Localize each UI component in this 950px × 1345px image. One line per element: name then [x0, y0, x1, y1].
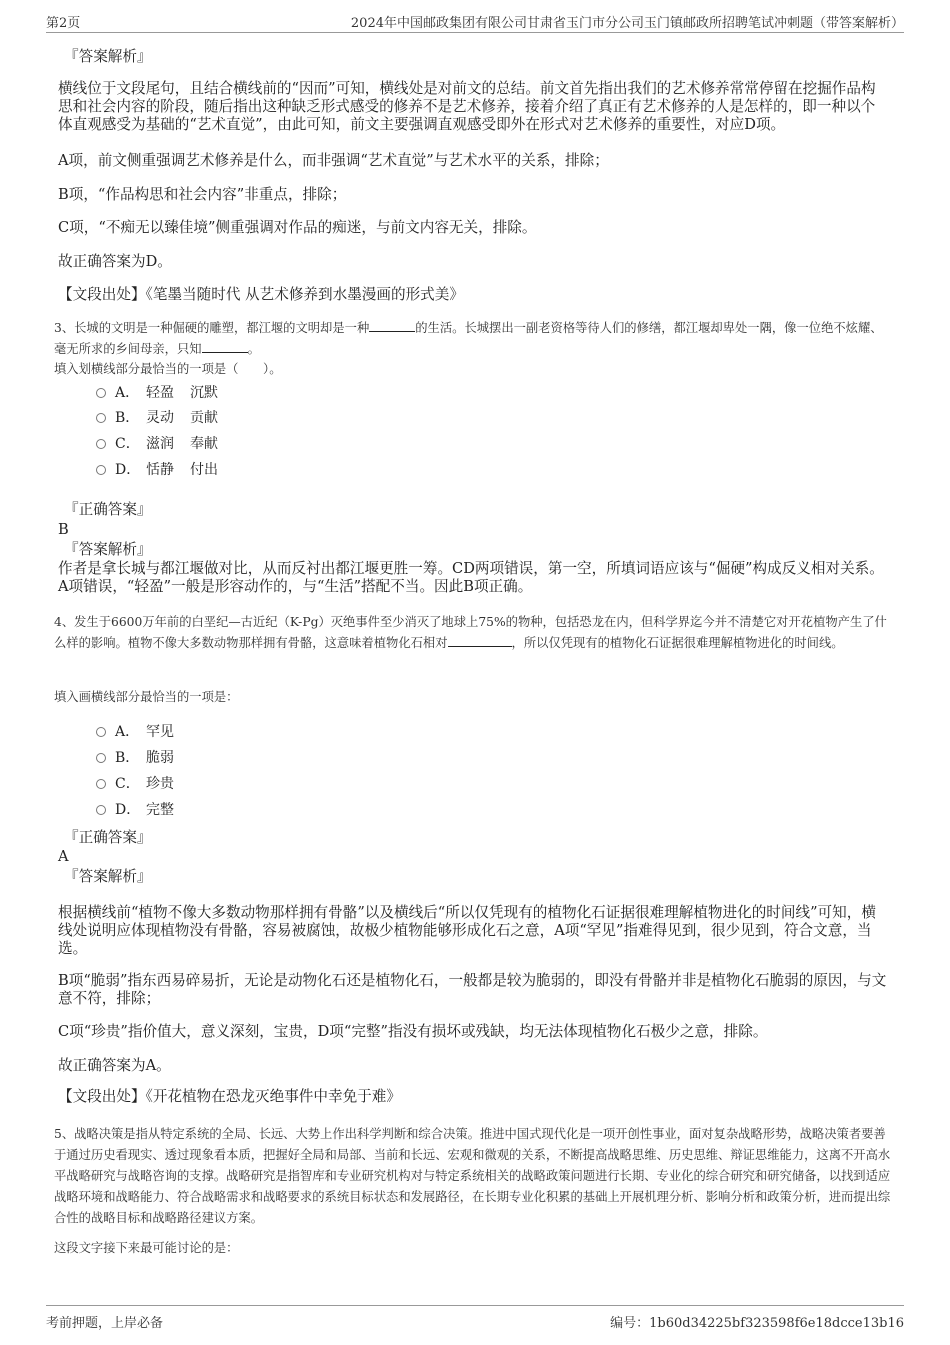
q3-analysis-label: 『答案解析』 — [64, 541, 152, 558]
q3-answer-label: 『正确答案』 — [64, 501, 152, 518]
radio-icon[interactable] — [96, 439, 106, 449]
q4-stem: 4、发生于6600万年前的白垩纪—古近纪（K-Pg）灭绝事件至少消灭了地球上75%的物种，包括恐龙在内，但科学界迄今并不清楚它对开花植物产生了什么样的影响。植物不像大多数动物那样拥有骨骼，这意味着植物化石相对 ，所以仅凭现有的植物化石证据很难理解植物进化的时间线。 — [54, 615, 887, 650]
q3-blank-2 — [202, 340, 248, 353]
radio-icon[interactable] — [96, 465, 106, 475]
q4-option-a[interactable]: A． 罕见 — [96, 722, 174, 742]
q4-option-b[interactable]: B． 脆弱 — [96, 748, 174, 768]
radio-icon[interactable] — [96, 413, 106, 423]
q3-stem: 3、长城的文明是一种倔硬的雕塑，都江堰的文明却是一种 的生活。长城摆出一副老资格等待人们的修缮，都江堰却卑处一隅，像一位绝不炫耀、毫无所求的乡间母亲，只知 。 — [54, 321, 883, 356]
q2-analysis-paragraph: A项，前文侧重强调艺术修养是什么，而非强调“艺术直觉”与艺术水平的关系，排除； — [58, 152, 609, 169]
q4-analysis-paragraph: B项“脆弱”指东西易碎易折，无论是动物化石还是植物化石，一般都是较为脆弱的，即没有骨骼并非是植物化石脆弱的原因，与文意不符，排除； — [58, 972, 887, 1007]
q2-analysis-label: 『答案解析』 — [64, 48, 152, 65]
q3-option-d[interactable]: D． 恬静 付出 — [96, 460, 218, 480]
q3-prompt: 填入划横线部分最恰当的一项是（ ）。 — [54, 362, 282, 376]
q2-analysis-paragraph: C项，“不痴无以臻佳境”侧重强调对作品的痴迷，与前文内容无关，排除。 — [58, 219, 537, 236]
q4-answer: A — [58, 848, 69, 865]
q5-prompt: 这段文字接下来最可能讨论的是： — [54, 1241, 239, 1255]
q2-analysis-paragraph: B项，“作品构思和社会内容”非重点，排除； — [58, 186, 347, 203]
radio-icon[interactable] — [96, 727, 106, 737]
q3-option-b[interactable]: B． 灵动 贡献 — [96, 408, 218, 428]
radio-icon[interactable] — [96, 805, 106, 815]
document-id: 编号：1b60d34225bf323598f6e18dcce13b16 — [610, 1316, 904, 1331]
footer-slogan: 考前押题，上岸必备 — [46, 1316, 164, 1331]
page-header — [46, 12, 904, 33]
q3-option-a[interactable]: A． 轻盈 沉默 — [96, 383, 218, 403]
q4-option-d[interactable]: D． 完整 — [96, 800, 174, 820]
radio-icon[interactable] — [96, 753, 106, 763]
radio-icon[interactable] — [96, 388, 106, 398]
q5-stem: 5、战略决策是指从特定系统的全局、长远、大势上作出科学判断和综合决策。推进中国式现代化是一项开创性事业，面对复杂战略形势，战略决策者要善于通过历史看现实、透过现象看本质，把握好全局和局部、当前和长远、宏观和微观的关系，不断提高战略思维、历史思维、辩证思维能力，这离不开高水平战略研究与战略咨询的支撑。战略研究是指智库和专业研究机构对与特定系统相关的战略政策问题进行长期、专业化的综合研究和研究储备，以找到适应战略环境和战略能力、符合战略需求和战略要求的系统目标状态和发展路径，在长期专业化积累的基础上开展机理分析、影响分析和政策分析，进而提出综合性的战略目标和战略路径建议方案。 — [54, 1127, 891, 1225]
q3-analysis: 作者是拿长城与都江堰做对比，从而反衬出都江堰更胜一筹。CD两项错误，第一空，所填词语应该与“倔硬”构成反义相对关系。A项错误，“轻盈”一般是形容动作的，与“生活”搭配不当。因此B项正确。 — [58, 560, 884, 595]
document-title: 2024年中国邮政集团有限公司甘肃省玉门市分公司玉门镇邮政所招聘笔试冲刺题（带答案解析） — [350, 16, 904, 31]
q4-source: 【文段出处】《开花植物在恐龙灭绝事件中幸免于难》 — [58, 1088, 401, 1105]
q4-conclusion: 故正确答案为A。 — [58, 1057, 171, 1074]
page-footer — [46, 1305, 904, 1331]
q4-prompt: 填入画横线部分最恰当的一项是： — [54, 690, 239, 704]
page-number: 第2页 — [46, 16, 81, 31]
q4-blank — [448, 634, 512, 647]
q3-blank-1 — [369, 319, 415, 332]
q4-answer-label: 『正确答案』 — [64, 829, 152, 846]
q2-source: 【文段出处】《笔墨当随时代 从艺术修养到水墨漫画的形式美》 — [58, 286, 464, 303]
q3-option-c[interactable]: C． 滋润 奉献 — [96, 434, 218, 454]
q4-option-c[interactable]: C． 珍贵 — [96, 774, 174, 794]
radio-icon[interactable] — [96, 779, 106, 789]
q4-analysis-paragraph: C项“珍贵”指价值大，意义深刻，宝贵，D项“完整”指没有损坏或残缺，均无法体现植物化石极少之意，排除。 — [58, 1023, 768, 1040]
q3-answer: B — [58, 521, 69, 538]
q2-analysis-paragraph: 横线位于文段尾句，且结合横线前的“因而”可知，横线处是对前文的总结。前文首先指出我们的艺术修养常常停留在挖掘作品构思和社会内容的阶段，随后指出这种缺乏形式感受的修养不是艺术修养，接着介绍了真正有艺术修养的人是怎样的，即一种以个体直观感受为基础的“艺术直觉”，由此可知，前文主要强调直观感受即外在形式对艺术修养的重要性，对应D项。 — [58, 80, 876, 133]
q2-conclusion: 故正确答案为D。 — [58, 253, 172, 270]
q4-analysis-paragraph: 根据横线前“植物不像大多数动物那样拥有骨骼”以及横线后“所以仅凭现有的植物化石证据很难理解植物进化的时间线”可知，横线处说明应体现植物没有骨骼，容易被腐蚀，故极少植物能够形成化石之意，A项“罕见”指难得见到，很少见到，符合文意，当选。 — [58, 904, 876, 957]
q4-analysis-label: 『答案解析』 — [64, 868, 152, 885]
